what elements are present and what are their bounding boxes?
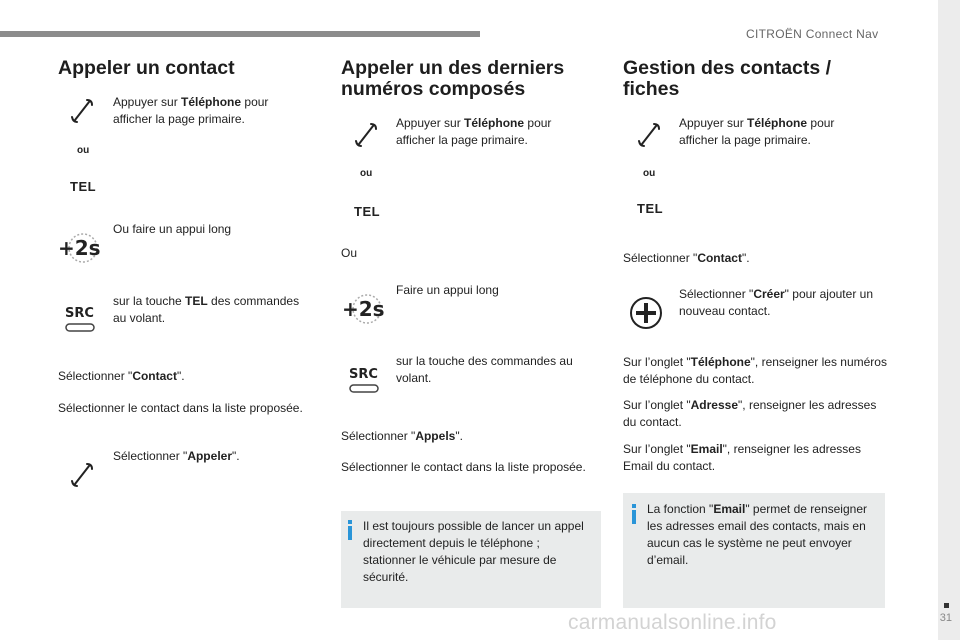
col3-step3: Sélectionner "Créer" pour ajouter un nouveau contact. <box>679 287 873 318</box>
col3-step4: Sur l’onglet "Téléphone", renseigner les numéros de téléphone du contact. <box>623 355 887 386</box>
info-icon <box>347 520 353 540</box>
col1-or: ou <box>77 145 90 156</box>
col2-step5: Sélectionner le contact dans la liste proposée. <box>341 460 586 474</box>
page-marker <box>944 603 949 608</box>
col2-or2: Ou <box>341 246 358 260</box>
long-press-2s-icon <box>341 291 385 327</box>
src-label: SRC <box>349 367 378 382</box>
col1-step6: Sélectionner "Appeler". <box>113 449 240 463</box>
phone-icon <box>69 462 95 488</box>
side-strip <box>938 0 960 640</box>
watermark: carmanualsonline.info <box>568 611 777 634</box>
col2-or: ou <box>360 168 373 179</box>
col2-step2: Faire un appui long <box>396 283 499 297</box>
phone-icon <box>636 122 662 148</box>
col3-tel-label: TEL <box>637 201 664 216</box>
svg-text:+2s: +2s <box>58 236 101 260</box>
col2-title: Appeler un des derniers numéros composés <box>341 57 565 100</box>
phone-icon <box>69 98 95 124</box>
svg-text:+2s: +2s <box>342 297 385 321</box>
col1-title: Appeler un contact <box>58 57 235 79</box>
col3-tip-text: La fonction "Email" permet de renseigner les adresses email des contacts, mais en aucun cas le système ne peut envoyer d’email. <box>647 502 867 567</box>
col3-step2: Sélectionner "Contact". <box>623 251 750 265</box>
page-number: 31 <box>939 612 952 624</box>
col3-step6: Sur l’onglet "Email", renseigner les adresses Email du contact. <box>623 442 861 473</box>
long-press-2s-icon <box>57 230 101 266</box>
col1-step2: Ou faire un appui long <box>113 222 232 236</box>
phone-icon <box>353 122 379 148</box>
info-icon <box>631 504 637 524</box>
col1-step5: Sélectionner le contact dans la liste proposée. <box>58 401 303 415</box>
col1-step1: Appuyer sur Téléphone pour afficher la page primaire. <box>113 95 269 126</box>
col1-step4: Sélectionner "Contact". <box>58 369 185 383</box>
src-steering-button-icon <box>348 366 384 394</box>
src-steering-button-icon <box>64 305 100 333</box>
col2-tel-label: TEL <box>354 204 381 219</box>
src-label: SRC <box>65 306 94 321</box>
col3-step1: Appuyer sur Téléphone pour afficher la page primaire. <box>679 116 835 147</box>
col2-step1: Appuyer sur Téléphone pour afficher la page primaire. <box>396 116 552 147</box>
col3-or: ou <box>643 168 656 179</box>
col1-tel-label: TEL <box>70 179 97 194</box>
col1-step3: sur la touche TEL des commandes au volant. <box>113 294 300 325</box>
header-rule <box>0 31 480 37</box>
col2-tip-text: Il est toujours possible de lancer un appel directement depuis le téléphone ; stationner le véhicule par mesure de sécurité. <box>363 519 584 584</box>
brand-label: CITROËN Connect Nav <box>746 27 879 41</box>
col3-step5: Sur l’onglet "Adresse", renseigner les adresses du contact. <box>623 398 877 429</box>
col3-title: Gestion des contacts / fiches <box>623 57 832 100</box>
plus-circle-icon <box>628 295 664 331</box>
col2-step4: Sélectionner "Appels". <box>341 429 463 443</box>
col2-step3: sur la touche des commandes au volant. <box>396 354 573 385</box>
